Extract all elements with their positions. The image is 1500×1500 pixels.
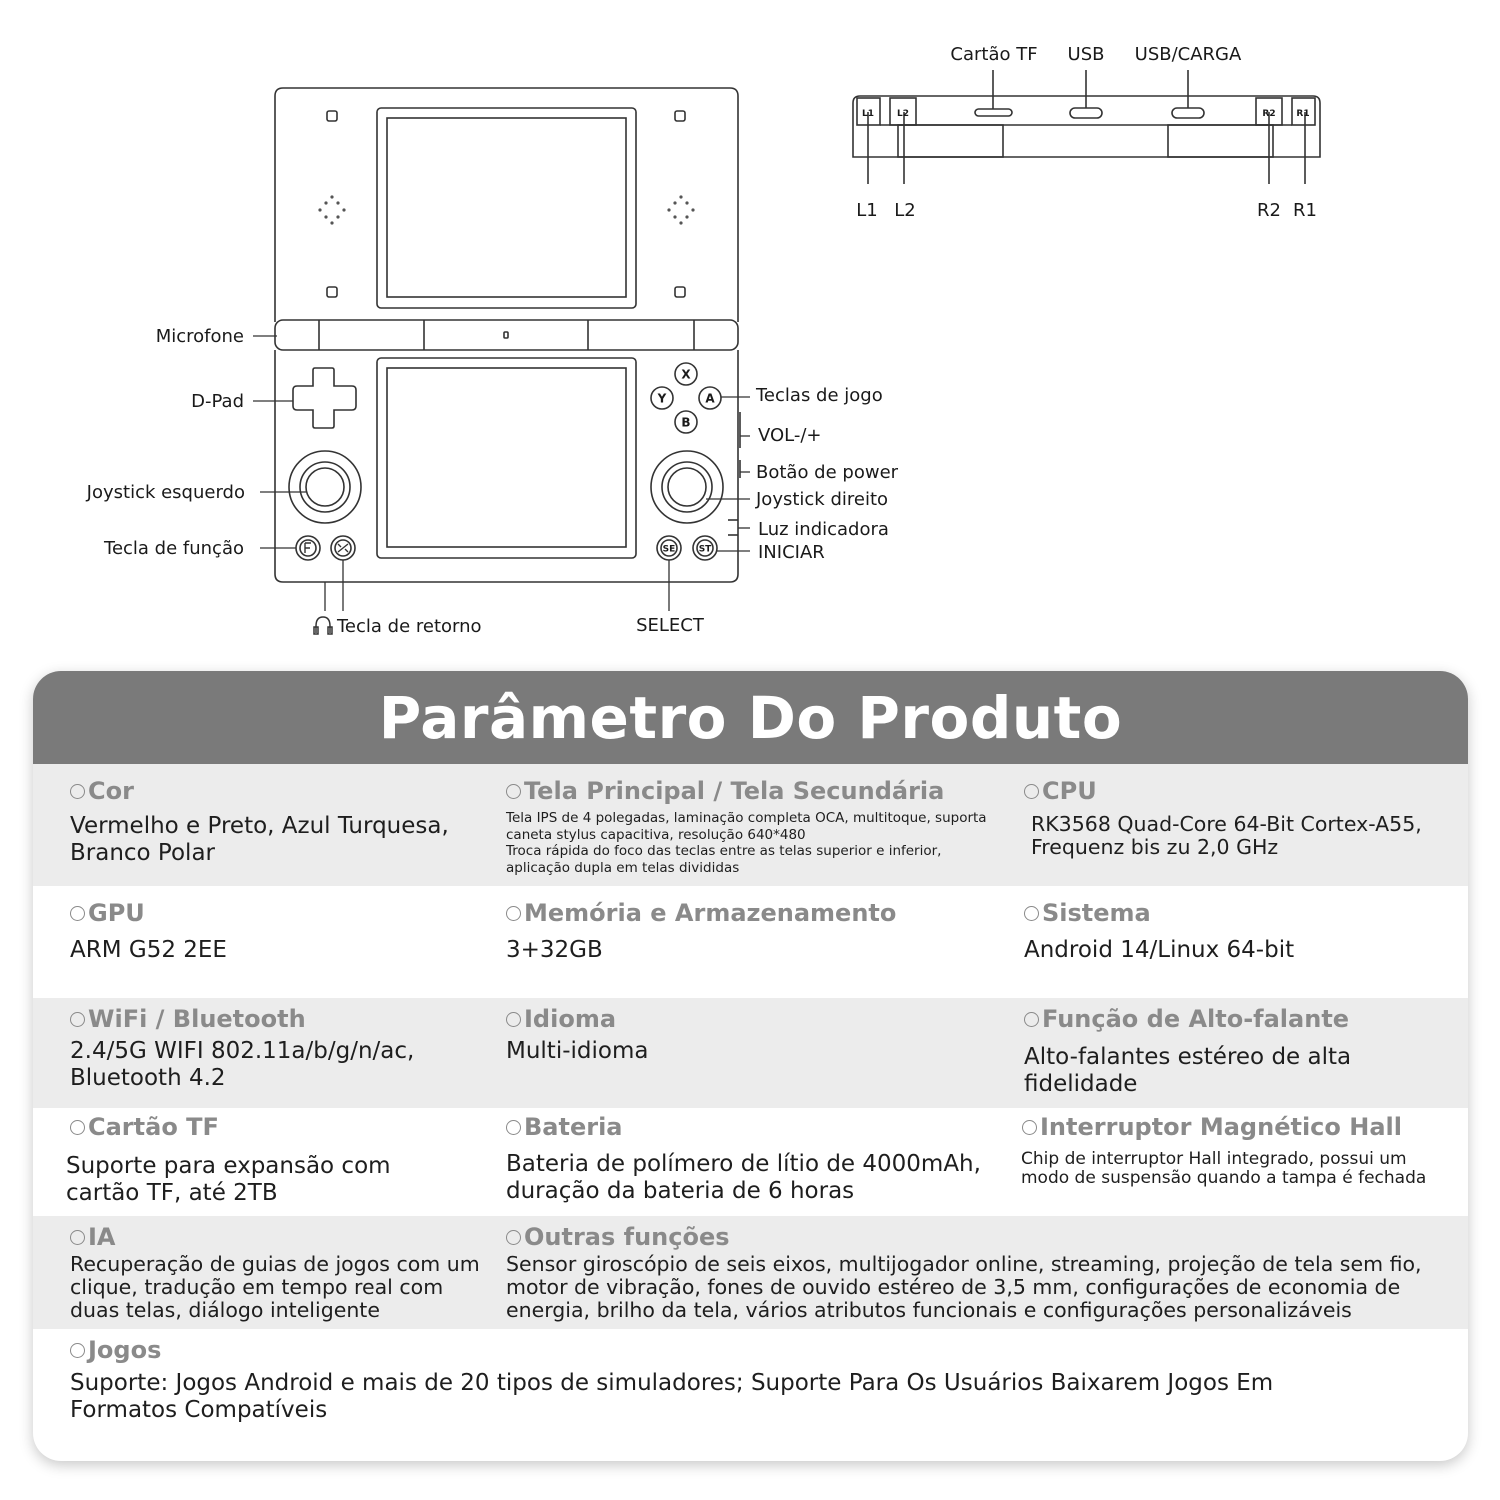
device-diagram — [0, 0, 1500, 650]
r1-button-label: R1 — [1296, 109, 1310, 119]
circle-icon — [70, 1343, 85, 1358]
microphone-hole — [504, 332, 508, 338]
label-game-keys: Teclas de jogo — [756, 385, 883, 406]
spec-label: Tela Principal / Tela Secundária — [524, 777, 945, 805]
right-joystick-ring — [662, 462, 712, 512]
spec-value: Vermelho e Preto, Azul Turquesa, Branco Polar — [70, 813, 449, 866]
bottom-screen — [387, 368, 626, 547]
spec-row — [33, 886, 1468, 998]
usb-charge-port — [1172, 108, 1204, 118]
spec-label: Função de Alto-falante — [1042, 1005, 1350, 1033]
spec-value: Sensor giroscópio de seis eixos, multijogador online, streaming, projeção de tela sem fio, motor de vibração, fones de ouvido estéreo de 3,5 mm, configurações de economia de energia, brilho da tela, vários atributos funcionais e configurações personalizáveis — [506, 1252, 1422, 1322]
lid-corner-marker — [327, 111, 337, 121]
spec-label: CPU — [1042, 777, 1097, 805]
label-microphone: Microfone — [155, 326, 244, 347]
label-right-joystick: Joystick direito — [756, 489, 889, 510]
spec-value: Suporte para expansão com cartão TF, até 2TB — [66, 1153, 391, 1206]
spec-value: Android 14/Linux 64-bit — [1024, 937, 1295, 963]
spec-wifi — [70, 1005, 414, 1092]
spec-memory — [506, 899, 896, 964]
button-x-letter: X — [681, 367, 691, 382]
button-b-letter: B — [681, 415, 691, 430]
left-joystick-ring — [300, 462, 350, 512]
button-y-letter: Y — [657, 391, 667, 406]
spec-other-functions — [506, 1223, 1422, 1322]
spec-gpu — [70, 899, 227, 964]
spec-hall-switch — [1022, 1113, 1426, 1188]
spec-row — [33, 998, 1468, 1108]
circle-icon — [70, 1120, 85, 1135]
spec-battery — [506, 1113, 981, 1205]
circle-icon — [70, 906, 85, 921]
spec-value: 2.4/5G WIFI 802.11a/b/g/n/ac, Bluetooth 4.2 — [70, 1038, 415, 1091]
speaker-grille-right — [667, 195, 694, 224]
circle-icon — [1024, 1012, 1039, 1027]
spec-label: Cor — [88, 777, 134, 805]
spec-value: Suporte: Jogos Android e mais de 20 tipos de simuladores; Suporte Para Os Usuários Baixarem Jogos Em Formatos Compatíveis — [70, 1370, 1274, 1423]
start-button-mark: ST — [698, 544, 712, 555]
spec-ai — [70, 1223, 480, 1322]
circle-icon — [506, 1230, 521, 1245]
bottom-screen-frame — [377, 358, 636, 558]
tf-card-slot — [975, 109, 1012, 116]
circle-icon — [506, 784, 521, 799]
label-power: Botão de power — [756, 462, 899, 483]
right-joystick-cap — [668, 468, 706, 506]
spec-system — [1024, 899, 1294, 964]
spec-value: ARM G52 2EE — [70, 937, 227, 963]
spec-value: Tela IPS de 4 polegadas, laminação completa OCA, multitoque, suporta caneta stylus capacitiva, resolução 640*480 Troca rápida do foco das teclas entre as telas superior e inferior, aplicação dupla em telas divididas — [506, 810, 987, 876]
spec-value: Bateria de polímero de lítio de 4000mAh, duração da bateria de 6 horas — [506, 1151, 981, 1204]
left-grip — [898, 125, 1003, 157]
hinge — [275, 320, 738, 350]
spec-row — [33, 764, 1468, 886]
top-screen — [387, 118, 626, 297]
top-screen-frame — [377, 108, 636, 308]
label-r1: R1 — [1293, 200, 1317, 221]
dpad — [293, 368, 356, 428]
label-select: SELECT — [636, 615, 704, 636]
lid-corner-marker — [675, 111, 685, 121]
speaker-grille-left — [318, 195, 345, 224]
label-start: INICIAR — [758, 542, 825, 563]
circle-icon — [506, 1012, 521, 1027]
label-dpad: D-Pad — [191, 391, 244, 412]
spec-row — [33, 1216, 1468, 1329]
label-volume: VOL-/+ — [758, 425, 822, 446]
spec-value: Alto-falantes estéreo de alta fidelidade — [1024, 1044, 1352, 1097]
r2-button-label: R2 — [1262, 109, 1276, 119]
spec-label: Idioma — [524, 1005, 617, 1033]
lid-corner-marker — [675, 287, 685, 297]
label-function-key: Tecla de função — [104, 538, 244, 559]
spec-label: Jogos — [88, 1336, 162, 1364]
return-glyph-icon — [338, 544, 348, 552]
spec-label: Interruptor Magnético Hall — [1040, 1113, 1402, 1141]
circle-icon — [70, 1012, 85, 1027]
function-glyph-icon — [305, 543, 311, 553]
lid-corner-marker — [327, 287, 337, 297]
panel-header — [33, 671, 1468, 764]
spec-label: Outras funções — [524, 1223, 730, 1251]
spec-value: Recuperação de guias de jogos com um clique, tradução em tempo real com duas telas, diálogo inteligente — [70, 1252, 480, 1322]
spec-language — [506, 1005, 648, 1065]
l1-button-label: L1 — [862, 109, 874, 119]
circle-icon — [70, 1230, 85, 1245]
label-tf-card: Cartão TF — [950, 44, 1038, 65]
usb-port — [1070, 108, 1102, 118]
spec-label: WiFi / Bluetooth — [88, 1005, 306, 1033]
left-joystick-cap — [306, 468, 344, 506]
product-parameters-panel — [33, 671, 1468, 1461]
l2-button-label: L2 — [897, 109, 909, 119]
spec-label: Memória e Armazenamento — [524, 899, 897, 927]
spec-label: IA — [88, 1223, 116, 1251]
spec-tf-card — [66, 1113, 391, 1207]
spec-value: 3+32GB — [506, 937, 603, 963]
right-grip — [1168, 125, 1273, 157]
spec-value: Chip de interruptor Hall integrado, possui um modo de suspensão quando a tampa é fechada — [1021, 1149, 1427, 1188]
spec-label: Cartão TF — [88, 1113, 219, 1141]
select-button-mark: SE — [662, 544, 676, 555]
spec-label: GPU — [88, 899, 145, 927]
spec-screen — [506, 777, 987, 876]
label-usb: USB — [1067, 44, 1105, 65]
device-top-shell — [275, 88, 738, 322]
circle-icon — [1024, 784, 1039, 799]
headphone-icon — [314, 617, 332, 634]
spec-value: RK3568 Quad-Core 64-Bit Cortex-A55, Frequenz bis zu 2,0 GHz — [1031, 812, 1422, 859]
button-a-letter: A — [705, 391, 715, 406]
circle-icon — [70, 784, 85, 799]
spec-color — [70, 777, 449, 867]
spec-value: Multi-idioma — [506, 1038, 649, 1064]
spec-label: Sistema — [1042, 899, 1151, 927]
panel-title: Parâmetro Do Produto — [378, 683, 1123, 752]
circle-icon — [506, 906, 521, 921]
label-l1: L1 — [856, 200, 878, 221]
spec-label: Bateria — [524, 1113, 623, 1141]
spec-cpu — [1024, 777, 1422, 859]
label-left-joystick: Joystick esquerdo — [86, 482, 245, 503]
spec-row — [33, 1108, 1468, 1216]
circle-icon — [506, 1120, 521, 1135]
circle-icon — [1024, 906, 1039, 921]
spec-row — [33, 1329, 1468, 1461]
label-r2: R2 — [1257, 200, 1281, 221]
circle-icon — [1022, 1120, 1037, 1135]
spec-speaker — [1024, 1005, 1351, 1098]
spec-games — [70, 1336, 1273, 1424]
label-return-key: Tecla de retorno — [337, 616, 482, 637]
label-l2: L2 — [894, 200, 916, 221]
label-usb-charge: USB/CARGA — [1134, 44, 1242, 65]
label-indicator-light: Luz indicadora — [758, 519, 889, 540]
